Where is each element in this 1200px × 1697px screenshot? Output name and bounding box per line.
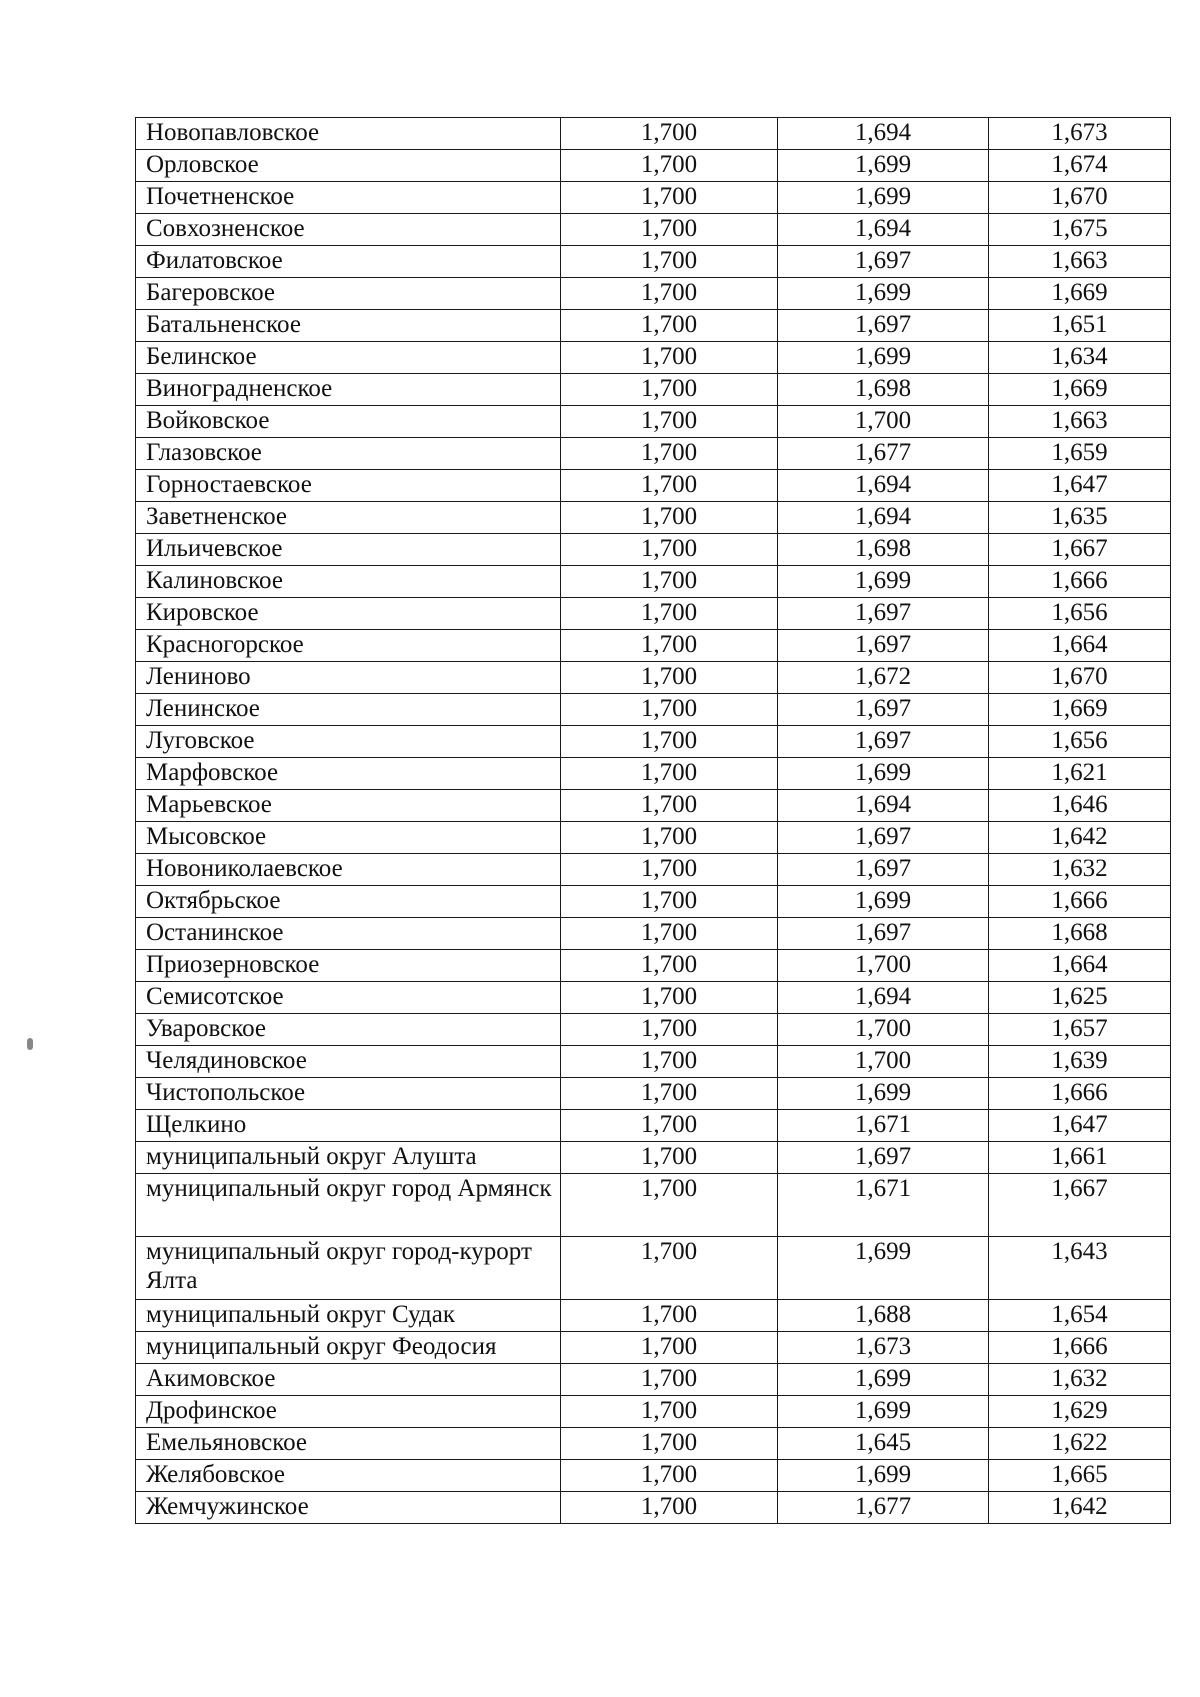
value-cell-2: 1,700: [778, 1046, 989, 1078]
municipality-name-cell: Багеровское: [136, 278, 561, 310]
value-cell-1: 1,700: [561, 182, 778, 214]
municipality-name-cell: Новониколаевское: [136, 854, 561, 886]
value-cell-2: 1,697: [778, 1142, 989, 1174]
value-cell-3: 1,642: [989, 1492, 1171, 1524]
value-cell-1: 1,700: [561, 598, 778, 630]
table-row: [136, 630, 1171, 662]
table-row: [136, 278, 1171, 310]
value-cell-3: 1,668: [989, 918, 1171, 950]
municipality-name-cell: Ленинское: [136, 694, 561, 726]
municipality-name-cell: Приозерновское: [136, 950, 561, 982]
value-cell-3: 1,647: [989, 470, 1171, 502]
value-cell-1: 1,700: [561, 1110, 778, 1142]
value-cell-1: 1,700: [561, 1492, 778, 1524]
table-row: [136, 1142, 1171, 1174]
table-row: [136, 1078, 1171, 1110]
value-cell-1: 1,700: [561, 1460, 778, 1492]
value-cell-2: 1,699: [778, 278, 989, 310]
municipality-name-cell: Красногорское: [136, 630, 561, 662]
municipality-name-cell: Щелкино: [136, 1110, 561, 1142]
value-cell-2: 1,671: [778, 1110, 989, 1142]
value-cell-3: 1,666: [989, 1332, 1171, 1364]
value-cell-2: 1,699: [778, 758, 989, 790]
municipality-name-cell: Акимовское: [136, 1364, 561, 1396]
table-row: [136, 1428, 1171, 1460]
value-cell-3: 1,634: [989, 342, 1171, 374]
table-row: [136, 854, 1171, 886]
value-cell-1: 1,700: [561, 118, 778, 150]
value-cell-3: 1,669: [989, 374, 1171, 406]
table-row: [136, 118, 1171, 150]
value-cell-2: 1,697: [778, 822, 989, 854]
table-row: [136, 758, 1171, 790]
value-cell-1: 1,700: [561, 534, 778, 566]
municipality-name-cell: муниципальный округ Алушта: [136, 1142, 561, 1174]
value-cell-1: 1,700: [561, 950, 778, 982]
table-row: [136, 950, 1171, 982]
value-cell-2: 1,699: [778, 1460, 989, 1492]
table-row: [136, 1460, 1171, 1492]
table-row: [136, 1014, 1171, 1046]
value-cell-1: 1,700: [561, 694, 778, 726]
value-cell-1: 1,700: [561, 150, 778, 182]
value-cell-3: 1,657: [989, 1014, 1171, 1046]
municipality-name-cell: Филатовское: [136, 246, 561, 278]
value-cell-3: 1,632: [989, 1364, 1171, 1396]
table-row: [136, 150, 1171, 182]
value-cell-3: 1,663: [989, 406, 1171, 438]
value-cell-3: 1,622: [989, 1428, 1171, 1460]
table-row: [136, 790, 1171, 822]
value-cell-1: 1,700: [561, 214, 778, 246]
value-cell-1: 1,700: [561, 1332, 778, 1364]
value-cell-3: 1,651: [989, 310, 1171, 342]
value-cell-2: 1,697: [778, 246, 989, 278]
table-body: [136, 118, 1171, 1524]
table-row: [136, 534, 1171, 566]
municipality-name-cell: Луговское: [136, 726, 561, 758]
municipality-name-cell: Емельяновское: [136, 1428, 561, 1460]
value-cell-3: 1,639: [989, 1046, 1171, 1078]
value-cell-2: 1,697: [778, 918, 989, 950]
value-cell-1: 1,700: [561, 918, 778, 950]
value-cell-3: 1,629: [989, 1396, 1171, 1428]
table-row: [136, 182, 1171, 214]
table-row: [136, 342, 1171, 374]
value-cell-3: 1,666: [989, 566, 1171, 598]
value-cell-1: 1,700: [561, 1396, 778, 1428]
value-cell-2: 1,697: [778, 726, 989, 758]
municipality-name-cell: Почетненское: [136, 182, 561, 214]
value-cell-1: 1,700: [561, 374, 778, 406]
value-cell-1: 1,700: [561, 1428, 778, 1460]
table-row: [136, 1396, 1171, 1428]
value-cell-3: 1,675: [989, 214, 1171, 246]
table-row: [136, 310, 1171, 342]
value-cell-2: 1,694: [778, 502, 989, 534]
table-row: [136, 1364, 1171, 1396]
municipality-name-cell: Заветненское: [136, 502, 561, 534]
table-row: [136, 918, 1171, 950]
value-cell-3: 1,673: [989, 118, 1171, 150]
table-row: [136, 406, 1171, 438]
municipality-name-cell: муниципальный округ город Армянск: [136, 1174, 561, 1237]
value-cell-2: 1,697: [778, 694, 989, 726]
value-cell-1: 1,700: [561, 982, 778, 1014]
municipality-name-cell: Совхозненское: [136, 214, 561, 246]
value-cell-3: 1,666: [989, 1078, 1171, 1110]
value-cell-3: 1,667: [989, 1174, 1171, 1237]
value-cell-1: 1,700: [561, 1174, 778, 1237]
value-cell-3: 1,656: [989, 598, 1171, 630]
value-cell-2: 1,699: [778, 886, 989, 918]
municipality-name-cell: Калиновское: [136, 566, 561, 598]
municipality-name-cell: Жемчужинское: [136, 1492, 561, 1524]
value-cell-1: 1,700: [561, 886, 778, 918]
value-cell-2: 1,677: [778, 1492, 989, 1524]
table-row: [136, 1300, 1171, 1332]
value-cell-3: 1,663: [989, 246, 1171, 278]
value-cell-2: 1,694: [778, 982, 989, 1014]
municipality-name-cell: Войковское: [136, 406, 561, 438]
value-cell-2: 1,699: [778, 182, 989, 214]
value-cell-1: 1,700: [561, 854, 778, 886]
municipality-name-cell: Семисотское: [136, 982, 561, 1014]
value-cell-3: 1,669: [989, 694, 1171, 726]
municipality-name-cell: Желябовское: [136, 1460, 561, 1492]
table-row: [136, 566, 1171, 598]
value-cell-3: 1,661: [989, 1142, 1171, 1174]
table-row: [136, 886, 1171, 918]
value-cell-2: 1,694: [778, 118, 989, 150]
value-cell-1: 1,700: [561, 438, 778, 470]
value-cell-3: 1,666: [989, 886, 1171, 918]
value-cell-3: 1,674: [989, 150, 1171, 182]
value-cell-2: 1,700: [778, 1014, 989, 1046]
value-cell-3: 1,665: [989, 1460, 1171, 1492]
value-cell-1: 1,700: [561, 662, 778, 694]
table-row: [136, 726, 1171, 758]
value-cell-3: 1,643: [989, 1237, 1171, 1300]
municipality-name-cell: Лениново: [136, 662, 561, 694]
value-cell-3: 1,656: [989, 726, 1171, 758]
value-cell-1: 1,700: [561, 1078, 778, 1110]
value-cell-3: 1,664: [989, 950, 1171, 982]
table-row: [136, 662, 1171, 694]
value-cell-1: 1,700: [561, 1046, 778, 1078]
value-cell-1: 1,700: [561, 1014, 778, 1046]
value-cell-2: 1,697: [778, 854, 989, 886]
value-cell-3: 1,664: [989, 630, 1171, 662]
municipality-name-cell: Виноградненское: [136, 374, 561, 406]
value-cell-1: 1,700: [561, 1364, 778, 1396]
table-row: [136, 438, 1171, 470]
value-cell-1: 1,700: [561, 1142, 778, 1174]
value-cell-3: 1,621: [989, 758, 1171, 790]
table-row: [136, 598, 1171, 630]
table-row: [136, 1332, 1171, 1364]
value-cell-2: 1,694: [778, 790, 989, 822]
municipality-name-cell: Челядиновское: [136, 1046, 561, 1078]
value-cell-2: 1,698: [778, 534, 989, 566]
municipality-name-cell: Уваровское: [136, 1014, 561, 1046]
municipality-name-cell: Октябрьское: [136, 886, 561, 918]
municipality-name-cell: Кировское: [136, 598, 561, 630]
value-cell-1: 1,700: [561, 502, 778, 534]
value-cell-2: 1,699: [778, 1078, 989, 1110]
municipality-name-cell: муниципальный округ город-курорт Ялта: [136, 1237, 561, 1300]
value-cell-3: 1,667: [989, 534, 1171, 566]
value-cell-2: 1,672: [778, 662, 989, 694]
table-row: [136, 214, 1171, 246]
table-row: [136, 1110, 1171, 1142]
value-cell-2: 1,697: [778, 310, 989, 342]
value-cell-2: 1,698: [778, 374, 989, 406]
municipality-name-cell: Белинское: [136, 342, 561, 374]
table-row: [136, 694, 1171, 726]
value-cell-1: 1,700: [561, 758, 778, 790]
municipality-name-cell: Останинское: [136, 918, 561, 950]
value-cell-2: 1,671: [778, 1174, 989, 1237]
value-cell-2: 1,677: [778, 438, 989, 470]
value-cell-2: 1,688: [778, 1300, 989, 1332]
table-row: [136, 1174, 1171, 1237]
value-cell-3: 1,670: [989, 182, 1171, 214]
scan-speck: [27, 1038, 33, 1050]
coefficients-table: [135, 117, 1171, 1524]
municipality-name-cell: Орловское: [136, 150, 561, 182]
value-cell-2: 1,697: [778, 630, 989, 662]
value-cell-2: 1,700: [778, 950, 989, 982]
value-cell-1: 1,700: [561, 822, 778, 854]
value-cell-1: 1,700: [561, 566, 778, 598]
value-cell-1: 1,700: [561, 1237, 778, 1300]
value-cell-2: 1,699: [778, 342, 989, 374]
table-row: [136, 982, 1171, 1014]
value-cell-3: 1,625: [989, 982, 1171, 1014]
municipality-name-cell: Мысовское: [136, 822, 561, 854]
value-cell-3: 1,632: [989, 854, 1171, 886]
value-cell-1: 1,700: [561, 406, 778, 438]
municipality-name-cell: Горностаевское: [136, 470, 561, 502]
value-cell-2: 1,699: [778, 1396, 989, 1428]
value-cell-3: 1,635: [989, 502, 1171, 534]
value-cell-2: 1,645: [778, 1428, 989, 1460]
value-cell-2: 1,694: [778, 470, 989, 502]
value-cell-3: 1,659: [989, 438, 1171, 470]
table-row: [136, 246, 1171, 278]
value-cell-3: 1,670: [989, 662, 1171, 694]
value-cell-2: 1,673: [778, 1332, 989, 1364]
table-row: [136, 822, 1171, 854]
municipality-name-cell: Дрофинское: [136, 1396, 561, 1428]
municipality-name-cell: Марфовское: [136, 758, 561, 790]
table-row: [136, 1237, 1171, 1300]
value-cell-1: 1,700: [561, 246, 778, 278]
municipality-name-cell: Марьевское: [136, 790, 561, 822]
municipality-name-cell: Батальненское: [136, 310, 561, 342]
municipality-name-cell: муниципальный округ Феодосия: [136, 1332, 561, 1364]
value-cell-1: 1,700: [561, 630, 778, 662]
value-cell-2: 1,699: [778, 1364, 989, 1396]
value-cell-1: 1,700: [561, 310, 778, 342]
value-cell-3: 1,647: [989, 1110, 1171, 1142]
municipality-name-cell: Глазовское: [136, 438, 561, 470]
value-cell-2: 1,694: [778, 214, 989, 246]
value-cell-3: 1,646: [989, 790, 1171, 822]
value-cell-1: 1,700: [561, 1300, 778, 1332]
value-cell-1: 1,700: [561, 470, 778, 502]
table-row: [136, 502, 1171, 534]
value-cell-2: 1,699: [778, 150, 989, 182]
value-cell-2: 1,699: [778, 1237, 989, 1300]
value-cell-1: 1,700: [561, 278, 778, 310]
table-row: [136, 1492, 1171, 1524]
table-row: [136, 374, 1171, 406]
municipality-name-cell: муниципальный округ Судак: [136, 1300, 561, 1332]
value-cell-1: 1,700: [561, 342, 778, 374]
municipality-name-cell: Новопавловское: [136, 118, 561, 150]
value-cell-2: 1,699: [778, 566, 989, 598]
value-cell-1: 1,700: [561, 726, 778, 758]
value-cell-3: 1,654: [989, 1300, 1171, 1332]
table-row: [136, 1046, 1171, 1078]
value-cell-1: 1,700: [561, 790, 778, 822]
value-cell-2: 1,697: [778, 598, 989, 630]
value-cell-2: 1,700: [778, 406, 989, 438]
value-cell-3: 1,642: [989, 822, 1171, 854]
value-cell-3: 1,669: [989, 278, 1171, 310]
municipality-name-cell: Чистопольское: [136, 1078, 561, 1110]
municipality-name-cell: Ильичевское: [136, 534, 561, 566]
table-row: [136, 470, 1171, 502]
